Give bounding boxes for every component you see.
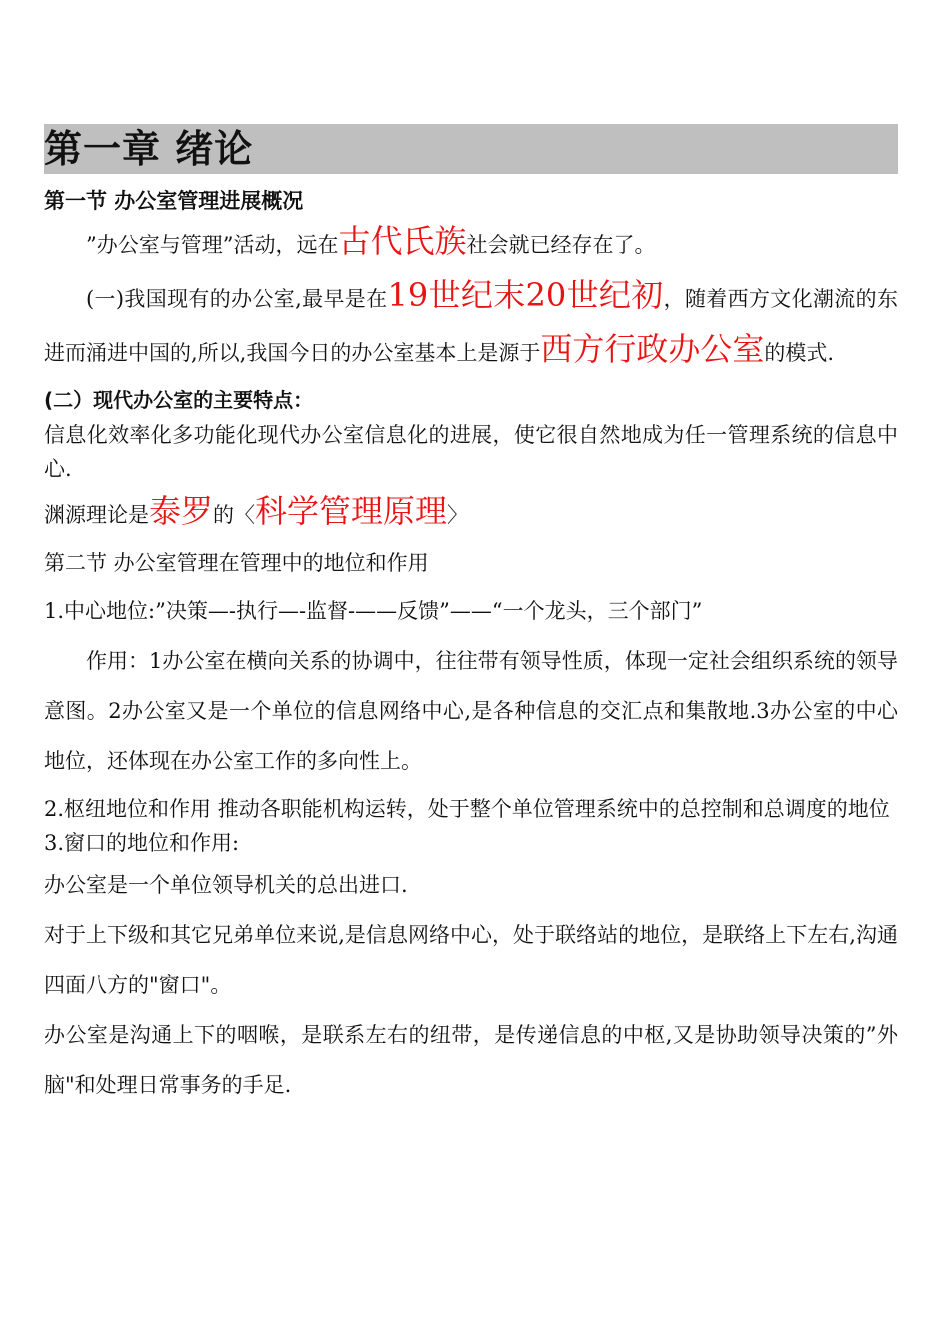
chapter-title: 第一章 绪论: [44, 124, 898, 174]
p2-highlight-1: 19世纪末20世纪初: [387, 276, 664, 314]
p1-text-a: ”办公室与管理”活动，远在: [86, 233, 339, 257]
paragraph-8: 3.窗口的地位和作用:: [44, 831, 240, 855]
p4-highlight-2: 科学管理原理: [255, 492, 448, 530]
paragraph-5: 1.中心地位:”决策—-执行—-监督-——反馈”——“一个龙头，三个部门”: [44, 599, 703, 623]
p2-text-a: (一)我国现有的办公室,最早是在: [86, 287, 388, 311]
p2-text-b: ，随着西方文化潮流的东进而涌进中国的,所以,我国今日的办公室基本上是源于: [44, 287, 898, 365]
p4-text-a: 渊源理论是: [44, 503, 149, 527]
paragraph-2: [44, 270, 898, 378]
p4-text-b: 的〈: [213, 503, 256, 527]
p4-text-c: 〉: [447, 503, 469, 527]
paragraph-3: 信息化效率化多功能化现代办公室信息化的进展，使它很自然地成为任一管理系统的信息中心.: [44, 423, 898, 481]
p2-text-c: 的模式.: [764, 341, 835, 365]
document-page: [44, 124, 898, 1110]
p1-highlight: 古代氏族: [338, 222, 467, 260]
p1-text-b: 社会就已经存在了。: [466, 233, 656, 257]
paragraph-11: 办公室是沟通上下的咽喉，是联系左右的纽带，是传递信息的中枢,又是协助领导决策的”外脑"和处理日常事务的手足.: [44, 1023, 898, 1097]
section-2-title: 第二节 办公室管理在管理中的地位和作用: [44, 551, 429, 575]
subsection-2-title: (二）现代办公室的主要特点：: [44, 388, 314, 412]
paragraph-7: 2.枢纽地位和作用 推动各职能机构运转，处于整个单位管理系统中的总控制和总调度的地位: [44, 797, 890, 821]
paragraph-10: 对于上下级和其它兄弟单位来说,是信息网络中心，处于联络站的地位，是联络上下左右,沟通四面八方的"窗口"。: [44, 923, 898, 997]
paragraph-9: 办公室是一个单位领导机关的总出进口.: [44, 873, 408, 897]
paragraph-6: 作用：1办公室在横向关系的协调中，往往带有领导性质，体现一定社会组织系统的领导意图。2办公室又是一个单位的信息网络中心,是各种信息的交汇点和集散地.3办公室的中心地位，还体现在办公室工作的多向性上。: [44, 649, 898, 773]
paragraph-4: [44, 486, 898, 540]
section-1-title: 第一节 办公室管理进展概况: [44, 189, 304, 213]
paragraph-1: [44, 216, 898, 270]
p2-highlight-2: 西方行政办公室: [540, 330, 765, 368]
p4-highlight-1: 泰罗: [149, 492, 214, 530]
